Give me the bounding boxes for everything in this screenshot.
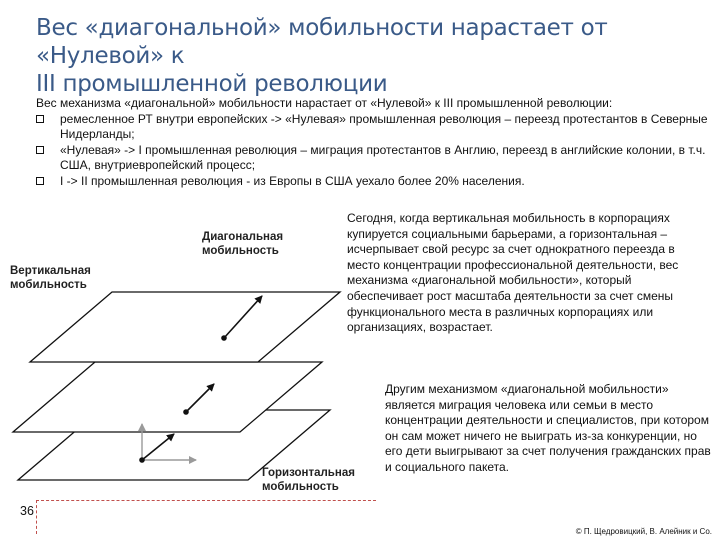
arrow-origin-dot xyxy=(183,409,189,415)
label-horizontal-mobility: Горизонтальная мобильность xyxy=(262,467,355,493)
intro-bullet-text: ремесленное РТ внутри европейских -> «Нулевая» промышленная революция – переезд протестантов в Северные Нидерланды; xyxy=(60,111,708,141)
intro-bullet-text: «Нулевая» -> I промышленная революция – миграция протестантов в Англию, переезд в английские колонии, в т.ч. США, внутриевропейский процесс; xyxy=(60,142,706,172)
arrow-origin-dot xyxy=(221,335,227,341)
paragraph-top-right: Сегодня, когда вертикальная мобильность в корпорациях купируется социальными барьерами, а горизонтальная – исчерпывает свой ресурс за счет однократного переезда в место концентрации профессиональной деятельности, вес механизма «диагональной мобильности», который обеспечивает рост масштаба деятельности за счет смены функционального места в различных корпорациях или организациях, возрастает. xyxy=(347,211,679,335)
label-diagonal-mobility: Диагональная мобильность xyxy=(202,231,284,257)
page-number: 36 xyxy=(20,504,34,518)
slide-title-line-1: Вес «диагональной» мобильности нарастает от «Нулевой» к xyxy=(36,15,608,69)
intro-bullet-text: I -> II промышленная революция - из Европы в США уехало более 20% населения. xyxy=(60,173,525,188)
slide-title-line-2: III промышленной революции xyxy=(36,71,388,97)
footer-separator-vertical xyxy=(36,500,37,534)
label-vertical-mobility: Вертикальная мобильность xyxy=(10,265,91,291)
paragraph-bottom-right: Другим механизмом «диагональной мобильности» является миграция человека или семьи в место концентрации деятельности и специалистов, при котором он сам может ничего не выиграть из-за конкуренции, но его дети выигрывают за счет получения гражданских прав и социального пакета. xyxy=(385,382,711,474)
copyright-text: © П. Щедровицкий, В. Алейник и Со. xyxy=(575,527,712,536)
intro-lead: Вес механизма «диагональной» мобильности нарастает от «Нулевой» к III промышленной революции: xyxy=(36,96,613,110)
plane-top xyxy=(30,292,340,362)
arrow-origin-dot xyxy=(139,457,145,463)
footer-separator xyxy=(36,500,376,501)
